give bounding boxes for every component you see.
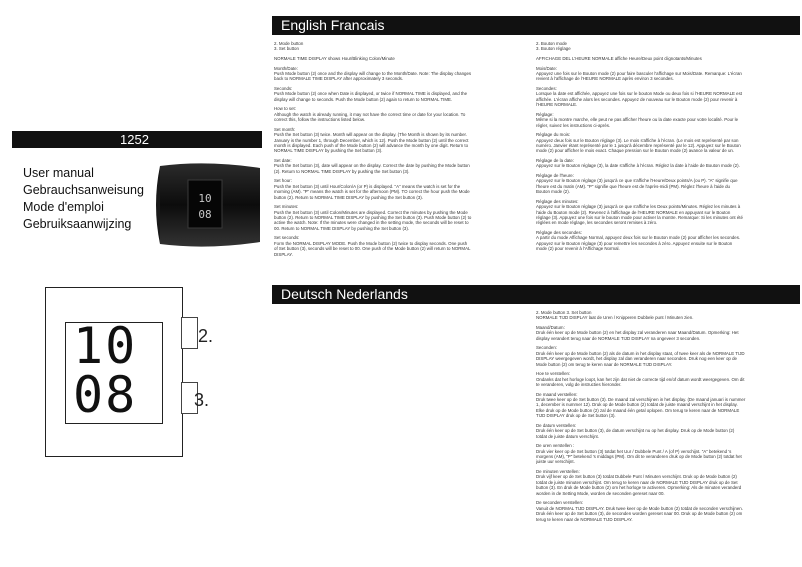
fr-para-6: Réglage de la date: Appuyez sur le Bouton réglage (3), la date s'affiche à l'écran. Réglez la date à l'aide de Bouton mode (2). <box>536 158 740 169</box>
fr-para-5: Réglage du mois: Appuyez deux fois sur le Bouton réglage (3). Le mois s'affiche à l'écran. (Le mois est représenté par son numéro. Janvier étant représenté par le 1 jusqu'à décembre représenté par le 12). Appuyez sur le Bouton mode (2) pour afficher le mois exact. Chaque pression sur le Bouton mode (2) avance la valeur de un. <box>536 132 741 154</box>
en-fr-header: English Francais <box>281 17 385 33</box>
manual-title-de: Gebrauchsanweisung <box>23 183 144 197</box>
nl-para-5: De datum verstellen: Druk één keer op de Set button (3), de datum verschijnt nu op het display. Druk op de Mode button (2) totdat de juiste datum verschijnt. <box>536 422 735 439</box>
english-column <box>274 41 472 313</box>
fr-para-0: 2. Bouton mode 3. Bouton réglage <box>536 41 571 52</box>
en-para-9: Set seconds: Form the NORMAL DISPLAY MODE. Push the Mode button (2) twice to display seconds. One push of Set button (3), seconds will be reset to 00. One push of the Mode button (2) will return to NORMAL DISPLAY. <box>274 235 471 257</box>
en-para-4: How to set: Although the watch is already running, it may not have the correct time or date for your location. To correct this, follow the instructions listed below. <box>274 106 466 123</box>
manual-title-nl: Gebruiksaanwijzing <box>23 217 132 231</box>
fr-para-1: AFFICHAGE DEL L'HEURE NORMALE affiche Heure/Deux point clignotants/Minutes <box>536 56 702 61</box>
nederlands-column <box>536 310 746 565</box>
nl-para-4: De maand verstellen: Druk twee keer op de Set button (3). De maand zal verschijnen in het display. (De maand januari is nummer 1, december is nummer 12). Druk op de Mode button (2) totdat de juiste maand verschijnt in het display. Elke druk op de Mode button (2) zal de maand één getal oplopen. Om terug te keren naar de NORMALE TIJD DISPLAY druk op de Set button (3). <box>536 391 746 419</box>
manual-title-fr: Mode d'emploi <box>23 200 104 214</box>
nl-para-1: Maand/Datum: Druk één keer op de Mode button (2) en het display zal veranderen naar Maand/Datum. Opmerking: Het display verandert terug naar de NORMALE TIJD DISPLAY na ongeveer 3 seconden. <box>536 325 739 341</box>
fr-para-9: Réglage des secondes: A partir du mode Affichage Normal, appuyez deux fois sur le Bouton mode (2) pour afficher les secondes. Appuyez sur le Bouton réglage (3) pour remettre les secondes à zéro. Appuyez ensuite sur le Bouton mode (2) pour revenir à l'Affichage Normal. <box>536 230 741 252</box>
model-number: 1252 <box>120 132 149 147</box>
nl-para-8: De seconden verstellen: Vanuit de NORMAL TIJD DISPLAY. Druk twee keer op de Mode button (2) totdat de seconden verschijnen. Druk één keer op de Set button (3), de seconden worden gereset naar 00. Druk op de Mode button (2) om terug te keren naar de NORMALE TIJD DISPLAY. <box>536 500 743 522</box>
nl-para-7: De minuten verstellen: Druk vijf keer op de Set button (3) totdat Dubbele Punt / Minuten verschijnt. Druk op de Mode button (2) totdat de juiste minuten verschijnt. Om terug te keren naar de NORMALE TIJD DISPLAY druk op de Set button (3). En druk de Mode button (2) om het horloge te activeren. Opmerking: Als de minuten veranderd worden in de Setting Mode, worden de seconden gereset naar 00. <box>536 469 742 496</box>
mode-button-label: 2. <box>198 326 214 346</box>
de-nl-header-bar <box>272 285 800 304</box>
lcd-hours: 10 <box>73 317 138 375</box>
en-para-5: Set month: Push the Set button (3) twice. Month will appear on the display. (The Month is shown by its number. January is the number 1, through December, which is 12). Push the Mode button (2) until the correct month is displayed. Each push of the Mode button (2) will advance the month by one digit. Return to NORMAL TIME DISPLAY by pushing the Set button (3). <box>274 126 469 154</box>
fr-para-7: Réglage de l'heure: Appuyez sur le Bouton réglage (3) jusqu'à ce que s'affiche l'Heure/Deux points/A (ou P). "A" signifie que l'heure est du matin (AM). "P" signifie que l'heure est de l'après-midi (PM). Réglez l'heure à l'aide du Bouton mode (2). <box>536 173 738 195</box>
fr-para-8: Réglage des minutes: Appuyez sur le Bouton réglage (3) jusqu'à ce que s'affiche les Deux points/Minutes. Réglez les minutes à l'aide du Bouton mode (2). Revenez à l'affichage de l'HEURE NORMALE en appuyant sur le Bouton réglage (3). Appuyez une fois sur le bouton mode pour activer la montre. Remarque: Si les minutes ont été réglées en mode réglage, les secondes seront remises à zéro. <box>536 198 743 226</box>
manual-title-list <box>23 165 144 233</box>
watch-photo-line2: 08 <box>198 208 212 221</box>
fr-para-4: Réglage: Même si la montre marche, elle peut ne pas afficher l'heure ou la date exacte pour votre localité. Pour le régler, suivez les instructions ci-après. <box>536 111 739 128</box>
watch-photo <box>152 160 262 250</box>
en-para-7: Set hour: Push the Set button (3) until Hour/Colon/A (or P) is displayed. "A" means the watch is set for the morning (AM). "P" means the watch is set for the afternoon (PM). TO correct the hour push the Mode button (2). Return to NORMAL TIME DISPLAY by pushing the Set button (3). <box>274 178 470 200</box>
en-para-0: 2. Mode button 3. Set button <box>274 41 304 52</box>
watch-icon <box>152 160 262 250</box>
fr-para-2: Mois/Date: Appuyez une fois sur le Bouton mode (2) pour faire basculer l'affichage sur Mois/Date. Remarque: L'écran revient à l'affichage de l'HEURE NORMALE après environ 3 secondes. <box>536 65 742 82</box>
nl-para-2: Seconden: Druk één keer op de Mode button (2) als de datum in het display staat, of twee keer als de NORMALE TIJD DISPLAY weergegeven wordt, het display zal dan veranderen naar seconden. Druk nog een keer op de Mode button (2) om terug te keren naar de NORMALE TIJD DISPLAY. <box>536 345 745 367</box>
francais-column <box>536 41 744 287</box>
nl-para-3: Hoe te verstellen: Ondanks dat het horloge loopt, kan het zijn dat niet de correcte tijd en/of datum wordt weergegeven. Om dit te veranderen, volg de instructies hieronder. <box>536 371 745 388</box>
en-para-1: NORMALE TIME DISPLAY shows Hour/Blinking Colon/Minute <box>274 56 395 61</box>
en-fr-header-bar <box>272 16 800 35</box>
nl-para-6: De uren verstellen : Druk vier keer op de Set button (3) totdat het Uur / Dubbele Punt / A (of P) verschijnt. "A" betekend 's morgens (AM), "P" betekend 's middags (PM). Om dit te veranderen druk op de Mode button (2) totdat het juiste uur verschijnt. <box>536 443 742 465</box>
de-nl-header: Deutsch Nederlands <box>281 286 408 302</box>
manual-title-en: User manual <box>23 166 94 180</box>
en-para-3: Seconds: Push Mode button (2) once when Date is displayed, or twice if NORMAL TIME is displayed, and the display will change to seconds. Push the Mode button (2) again to return to NORMAL TIME. <box>274 86 468 102</box>
set-button-label: 3. <box>194 390 210 410</box>
model-bar <box>12 131 262 148</box>
lcd-minutes: 08 <box>73 366 138 424</box>
watch-diagram <box>45 287 183 457</box>
nl-para-0: 2. Mode button 3. Set button NORMALE TIJD DISPLAY laat de Uren / Knipperen Dubbele punt / Minuten zien. <box>536 310 694 321</box>
en-para-2: Month/Date: Push Mode button (2) once and the display will change to the Month/Date. Note: The display changes back to NORMALE TIME DISPLAY after approximately 3 seconds. <box>274 65 472 82</box>
mode-button-pointer <box>181 317 198 349</box>
en-para-6: Set date: Push the Set button (3), date will appear on the display. Correct the date by pushing the Mode button (2). Return to NORMAL TIME DISPLAY by pushing the Set button (3). <box>274 158 470 174</box>
watch-photo-line1: 10 <box>198 192 212 205</box>
fr-para-3: Secondes: Lorsque la date est affichée, appuyez une fois sur le bouton Mode ou deux fois si l'HEURE NORMALE est affichée. L'écran affiche alors les secondes. Appuyez de nouveau sur le Bouton mode (2) pour revenir à l'HEURE NORMALE. <box>536 86 743 108</box>
en-para-8: Set minutes: Push the Set button (3) until Colon/Minutes are displayed. Correct the minutes by pushing the Mode button (2). Return to NORMAL TIME DISPLAY by pushing the Set button (3). Push Mode button (2) to active the watch. Note: If the minutes were changed in the setting mode, the seconds will be reset to 00. Return to NORMAL TIME DISPLAY by pushing the Set button (3). <box>274 204 472 231</box>
lcd-screen <box>65 317 163 424</box>
